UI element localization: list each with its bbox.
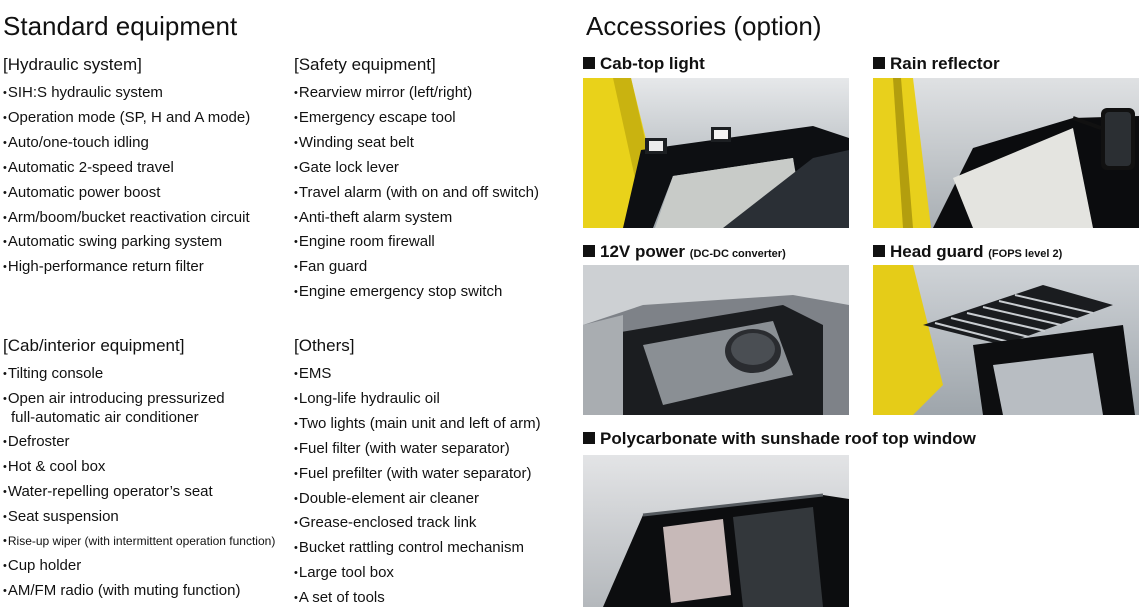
bullet-icon: • <box>294 517 298 530</box>
list-item: •Engine emergency stop switch <box>294 283 503 301</box>
bullet-icon: • <box>3 485 7 498</box>
bullet-icon: • <box>3 136 7 149</box>
square-bullet-icon <box>583 245 595 257</box>
list-item: •Operation mode (SP, H and A mode) <box>3 108 251 126</box>
list-item: •Fan guard <box>294 258 368 276</box>
square-bullet-icon <box>583 432 595 444</box>
12v-power-label: 12V power (DC-DC converter) <box>583 242 786 264</box>
square-bullet-icon <box>873 245 885 257</box>
cab-interior-heading: [Cab/interior equipment] <box>3 336 185 355</box>
bullet-icon: • <box>294 442 298 455</box>
polycarbonate-window-photo <box>583 455 849 607</box>
list-item: •Seat suspension <box>3 507 119 525</box>
polycarbonate-window-label: Polycarbonate with sunshade roof top window <box>583 429 976 449</box>
list-item: •Fuel filter (with water separator) <box>294 439 510 457</box>
bullet-icon: • <box>294 368 298 380</box>
list-item: •Cup holder <box>3 557 82 575</box>
list-item: •SIH:S hydraulic system <box>3 84 163 101</box>
bullet-icon: • <box>3 236 7 249</box>
bullet-icon: • <box>3 435 7 448</box>
bullet-icon: • <box>294 111 298 124</box>
list-item: •Emergency escape tool <box>294 108 456 126</box>
bullet-icon: • <box>3 535 7 548</box>
head-guard-photo <box>873 265 1139 415</box>
cab-top-light-photo <box>583 78 849 228</box>
bullet-icon: • <box>3 392 7 405</box>
list-item: •Two lights (main unit and left of arm) <box>294 414 541 432</box>
bullet-icon: • <box>294 236 298 249</box>
safety-equipment-list <box>294 81 539 305</box>
cab-interior-list <box>3 362 275 604</box>
bullet-icon: • <box>294 186 298 199</box>
list-item: •Open air introducing pressurized full-automatic air conditioner <box>3 389 225 426</box>
12v-power-photo <box>583 265 849 415</box>
list-item: •Double-element air cleaner <box>294 489 479 507</box>
list-item: •Grease-enclosed track link <box>294 514 477 532</box>
safety-equipment-heading: [Safety equipment] <box>294 55 436 74</box>
list-item: •Water-repelling operator’s seat <box>3 482 213 500</box>
bullet-icon: • <box>294 542 298 555</box>
list-item: •Travel alarm (with on and off switch) <box>294 183 539 201</box>
bullet-icon: • <box>294 87 298 99</box>
list-item: •Long-life hydraulic oil <box>294 389 440 407</box>
bullet-icon: • <box>294 286 298 299</box>
bullet-icon: • <box>294 467 298 480</box>
list-item: •Rise-up wiper (with intermittent operation function) <box>3 534 276 549</box>
bullet-icon: • <box>3 211 7 224</box>
list-item: •Tilting console <box>3 365 104 382</box>
head-guard-label: Head guard (FOPS level 2) <box>873 242 1062 264</box>
list-item: •Bucket rattling control mechanism <box>294 539 524 557</box>
list-item: •Arm/boom/bucket reactivation circuit <box>3 208 250 226</box>
list-item: •A set of tools <box>294 589 385 607</box>
bullet-icon: • <box>294 261 298 274</box>
bullet-icon: • <box>3 510 7 523</box>
bullet-icon: • <box>3 460 7 473</box>
bullet-icon: • <box>3 560 7 573</box>
list-item: •Winding seat belt <box>294 133 414 151</box>
bullet-icon: • <box>294 136 298 149</box>
hydraulic-system-list <box>3 81 250 280</box>
square-bullet-icon <box>583 57 595 69</box>
square-bullet-icon <box>873 57 885 69</box>
bullet-icon: • <box>294 417 298 430</box>
bullet-icon: • <box>294 211 298 224</box>
accessories-title: Accessories (option) <box>586 11 822 41</box>
list-item: •High-performance return filter <box>3 258 204 276</box>
rain-reflector-photo <box>873 78 1139 228</box>
list-item: •Hot & cool box <box>3 457 106 475</box>
list-item: •Automatic power boost <box>3 183 161 201</box>
bullet-icon: • <box>3 161 7 174</box>
bullet-icon: • <box>3 585 7 598</box>
list-item: •Engine room firewall <box>294 233 435 251</box>
rain-reflector-label: Rain reflector <box>873 54 1000 74</box>
cab-top-light-label: Cab-top light <box>583 54 705 74</box>
bullet-icon: • <box>3 111 7 124</box>
list-item: •Anti-theft alarm system <box>294 208 453 226</box>
list-item: •EMS <box>294 365 332 382</box>
list-item: •Automatic swing parking system <box>3 233 223 251</box>
list-item: •Large tool box <box>294 564 394 582</box>
list-item: •Defroster <box>3 432 70 450</box>
list-item: •AM/FM radio (with muting function) <box>3 582 241 600</box>
list-item: •Auto/one-touch idling <box>3 133 149 151</box>
list-item: •Automatic 2-speed travel <box>3 158 174 176</box>
bullet-icon: • <box>294 161 298 174</box>
list-item: •Fuel prefilter (with water separator) <box>294 464 532 482</box>
list-item: •Rearview mirror (left/right) <box>294 84 473 101</box>
others-list <box>294 362 541 611</box>
bullet-icon: • <box>294 392 298 405</box>
bullet-icon: • <box>3 87 7 99</box>
others-heading: [Others] <box>294 336 355 355</box>
bullet-icon: • <box>294 492 298 505</box>
list-item: •Gate lock lever <box>294 158 399 176</box>
bullet-icon: • <box>294 567 298 580</box>
bullet-icon: • <box>3 261 7 274</box>
bullet-icon: • <box>294 592 298 605</box>
bullet-icon: • <box>3 368 7 380</box>
hydraulic-system-heading: [Hydraulic system] <box>3 55 142 74</box>
standard-equipment-title: Standard equipment <box>3 11 238 41</box>
bullet-icon: • <box>3 186 7 199</box>
